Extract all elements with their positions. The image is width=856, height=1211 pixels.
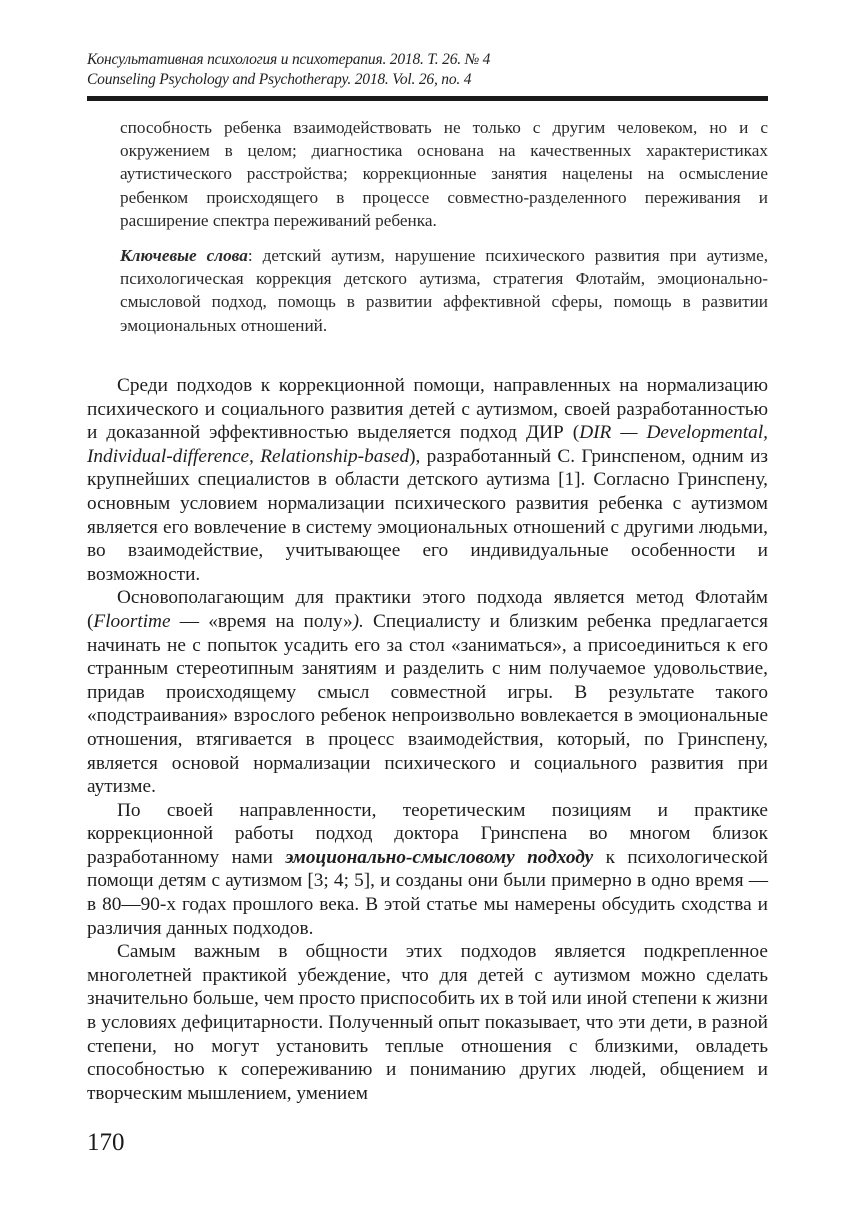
text-run: ).: [352, 610, 364, 632]
floortime-term: Floortime: [93, 610, 171, 632]
journal-title-en: Counseling Psychology and Psychotherapy. 2018. Vol. 26, no. 4: [87, 71, 472, 88]
text-run: к психологической помощи детям с аутизмом [3; 4; 5], и созданы они были примерно в одно время — в 80—90-х годах прошлого века. В этой статье мы намерены обсудить сходства и различия данных подходов.: [87, 846, 768, 939]
abstract-continuation: способность ребенка взаимодействовать не только с другим человеком, но и с окружением в целом; диагностика основана на качественных характеристиках аутистического расстройства; коррекционные занятия нацелены на осмысление ребенком происходящего в процессе совместно-разделенного переживания и расширение спектра переживаний ребенка.: [120, 118, 768, 230]
dir-acronym-expansion: DIR — Developmental, Individual-difference, Relationship-based: [87, 422, 768, 467]
paragraph-1: [87, 374, 768, 586]
running-head: [87, 50, 769, 90]
header-rule: [87, 96, 768, 101]
journal-title-ru: Консультативная психология и психотерапия. 2018. Т. 26. № 4: [87, 51, 491, 68]
keywords: [120, 244, 768, 337]
emphasized-term: эмоционально-смысловому подходу: [285, 846, 594, 868]
abstract: [120, 116, 768, 337]
paragraph-4: Самым важным в общности этих подходов является подкрепленное многолетней практикой убеждение, что для детей с аутизмом можно сделать значительно больше, чем просто приспособить их в той или иной степени к жизни в условиях дефицитарности. Полученный опыт показывает, что эти дети, в разной степени, но могут установить теплые отношения с близкими, овладеть способностью к сопереживанию и пониманию других людей, общением и творческим мышлением, умением: [87, 941, 768, 1104]
text-run: ), разработанный С. Гринспеном, одним из крупнейших специалистов в области детского аутизма [1]. Согласно Гринспену, основным условием нормализации психического развития ребенка с аутизмом является его вовлечение в систему эмоциональных отношений с другими людьми, во взаимодействие, учитывающее его индивидуальные особенности и возможности.: [87, 445, 768, 585]
text-run: — «время на полу»: [170, 610, 353, 632]
paragraph-3: [87, 799, 768, 941]
page-number: 170: [87, 1129, 125, 1156]
paragraph-2: [87, 586, 768, 798]
text-run: Основополагающим для практики этого подхода является метод Флотайм (: [87, 587, 768, 632]
keywords-text: : детский аутизм, нарушение психического развития при аутизме, психологическая коррекция детского аутизма, стратегия Флотайм, эмоционально-смысловой подход, помощь в развитии аффективной сферы, помощь в развитии эмоциональных отношений.: [120, 246, 768, 335]
keywords-label: Ключевые слова: [120, 246, 248, 266]
text-run: Специалисту и близким ребенка предлагается начинать не с попыток усадить его за стол «заниматься», а присоединиться к его странным стереотипным занятиям и разделить с ним получаемое удовольствие, придав происходящему смысл совместной игры. В результате такого «подстраивания» взрослого ребенок непроизвольно вовлекается в эмоциональные отношения, втягивается в процесс взаимодействия, который, по Гринспену, является основой нормализации психического и социального развития при аутизме.: [87, 610, 768, 798]
article-body: [87, 374, 768, 1105]
text-run: Среди подходов к коррекционной помощи, направленных на нормализацию психического и социального развития детей с аутизмом, своей разработанностью и доказанной эффективностью выделяется подход ДИР (: [87, 375, 768, 444]
text-run: По своей направленности, теоретическим позициям и практике коррекционной работы подход доктора Гринспена во многом близок разработанному нами: [87, 799, 768, 868]
